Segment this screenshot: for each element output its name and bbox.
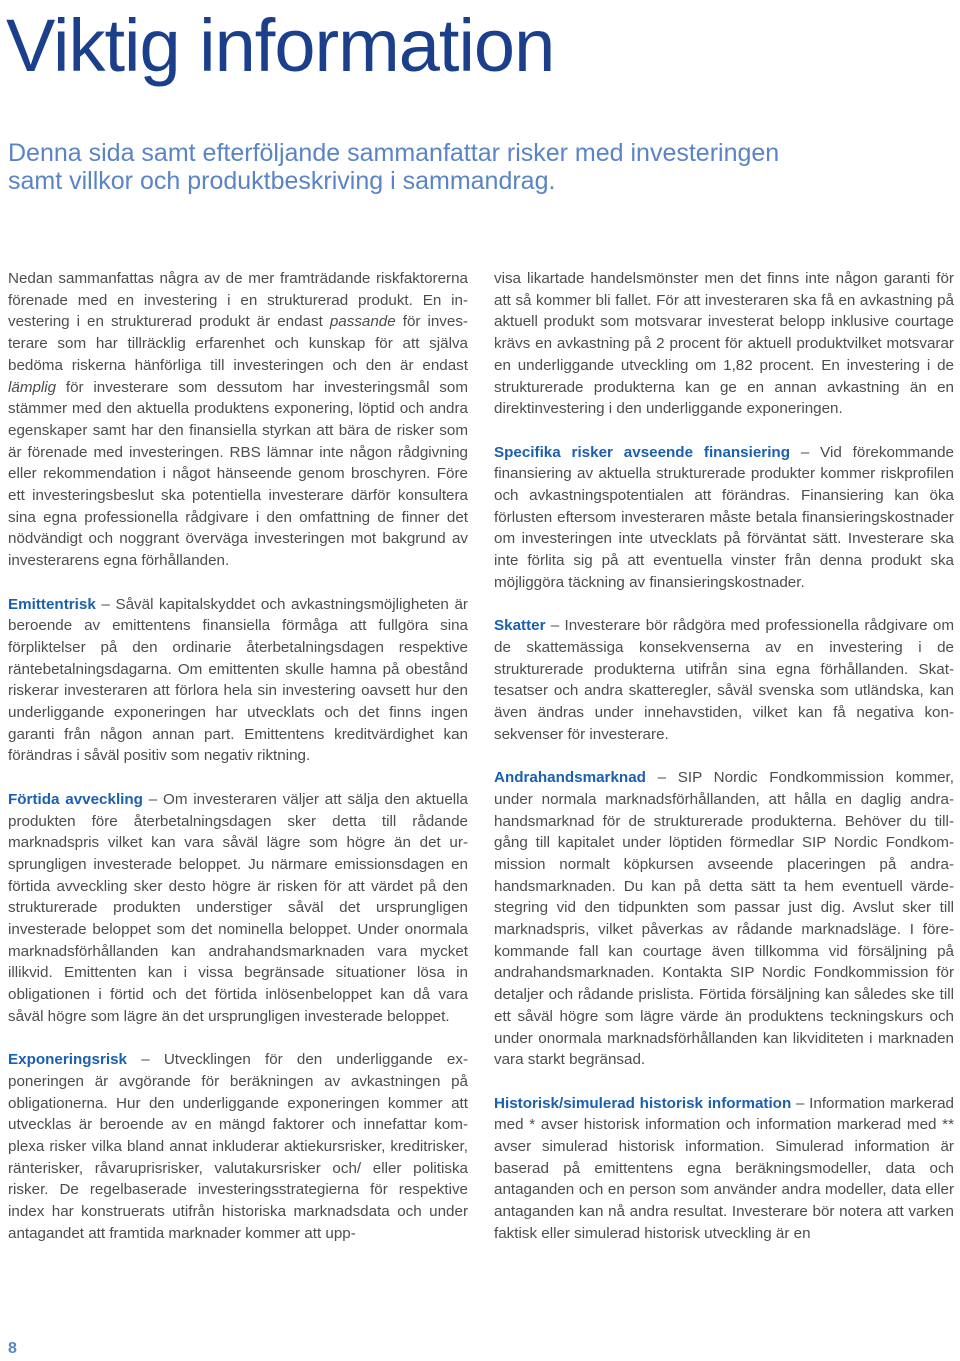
section-exponeringsrisk bbox=[8, 1049, 468, 1244]
text-skatter: – Investerare bör rådgöra med professionella rådgivare om de skattemässiga konsekvenserna av en investering i de strukturerade produkterna utifrån sina egna förhållanden. Skattesatser och andra skatteregler, såväl svenska som utländska, kan även ändras under innehavstiden, vilket kan få negativa konsekvenser för investerare. bbox=[494, 617, 954, 743]
heading-fortida-avveckling: Förtida avveckling bbox=[8, 790, 143, 808]
intro-paragraph-text-3: för investerare som dessutom har investeringsmål som stämmer med den aktuella produktens exponering, löptid och andra egenskaper samt har den finansiella styrkan att bära de risker som är förenade med investeringen. RBS lämnar inte någon rådgivning eller rekommendation i något hänseende genom broschyren. Före ett investeringsbeslut ska potentiella investerare därför konsultera sina egna professionella rådgivare i den omfattning de finner det nödvändigt och noggrant överväga investeringen mot bakgrund av investerarens egna förhållanden. bbox=[8, 378, 468, 570]
continued-paragraph-text: visa likartade handelsmönster men det finns inte någon garanti för att så kommer bli fallet. För att investeraren ska få en avkastning på aktuell produkt som motsvarar investerat belopp inklusive courtage krävs en avkastning på 2 procent för aktuell produktvilket motsvarar en underliggande utveckling om 1,82 procent. En investering i de strukturerade produkterna kan ge en annan avkastning än en direktinvestering i den underliggande exponeringen. bbox=[494, 270, 954, 418]
intro-paragraph-text-2: för investerare som har tillräcklig erfarenhet och kunskap för att själva bedöma riskerna hänförliga till investeringen och den är endast bbox=[8, 313, 468, 374]
intro-text bbox=[8, 139, 808, 195]
heading-skatter: Skatter bbox=[494, 617, 546, 635]
section-andrahandsmarknad bbox=[494, 767, 954, 1071]
page-title: Viktig information bbox=[6, 4, 555, 87]
page-number: 8 bbox=[8, 1340, 17, 1357]
intro-paragraph-italic-lamplig: lämplig bbox=[8, 378, 57, 396]
text-andrahandsmarknad: – SIP Nordic Fondkommission kommer, under normala marknadsförhållanden, att hålla en daglig andrahandsmarknad för de strukturerade produkterna. Behöver du tillgång till kapitalet under löptiden förmedlar SIP Nordic Fondkommission normalt köpkursen avseende placeringen på andrahandsmarknaden. Du kan på detta sätt ta hem eventuell värdestegring vid den tidpunkten som passar just dig. Avslut sker till marknadspris, vilket påverkas av rådande marknadsläge. I förekommande fall kan courtage även tillkomma vid försäljning på andrahandsmarknaden. Kontakta SIP Nordic Fondkommission för detaljer och rådande prislista. Förtida försäljning kan således ske till ett såväl högre som lägre värde än produktens teckningskurs och under onormala marknadsförhållanden kan likviditeten i marknaden vara starkt begränsad. bbox=[494, 769, 954, 1069]
section-skatter bbox=[494, 615, 954, 745]
continued-paragraph bbox=[494, 268, 954, 420]
section-fortida-avveckling bbox=[8, 789, 468, 1028]
section-historisk-information bbox=[494, 1093, 954, 1245]
heading-finansiering: Specifika risker avseende finansiering bbox=[494, 443, 790, 461]
intro-paragraph-italic-passande: passande bbox=[329, 313, 396, 331]
heading-andrahandsmarknad: Andrahandsmarknad bbox=[494, 769, 646, 787]
intro-line-1: Denna sida samt efterföljande sammanfattar risker med investeringen bbox=[8, 139, 780, 167]
intro-paragraph bbox=[8, 268, 468, 572]
intro-line-2: samt villkor och produktbeskriving i sammandrag. bbox=[8, 167, 556, 195]
heading-exponeringsrisk: Exponeringsrisk bbox=[8, 1051, 128, 1069]
text-emittentrisk: – Såväl kapitalskyddet och avkastningsmöjligheten är beroende av emittentens finansiella förmåga att fullgöra sina förpliktelser på den ordinarie återbetalningsdagen respektive räntebetalningsdagarna. Om emittenten skulle hamna på obestånd riskerar investeraren att förlora hela sin investering oavsett hur den underliggande exponeringen har utvecklats och det finns ingen garanti från någon annan part. Emittentens kreditvärdighet kan förändras i såväl positiv som negativ riktning. bbox=[8, 595, 468, 765]
text-fortida-avveckling: – Om investeraren väljer att sälja den aktuella produkten före återbetalningsdagen sker detta till rådande marknadspris vilket kan vara såväl lägre som högre än det ursprungligen investerade beloppet. Ju närmare emissionsdagen en förtida avveckling sker desto högre är risken för att värdet på den strukturerade produkten understiger såväl det ursprungligen investerade beloppet som det nominella beloppet. Under onormala marknadsförhållanden kan andrahandsmarknaden vara mycket illikvid. Emittenten kan i vissa begränsade situationer lösa in obligationen i förtid och det förtida inlösenbeloppet kan då vara såväl högre som lägre än det ursprungligen investerade beloppet. bbox=[8, 790, 468, 1025]
left-column bbox=[8, 268, 468, 1266]
section-finansiering bbox=[494, 442, 954, 594]
heading-historisk-information: Historisk/simulerad historisk information bbox=[494, 1094, 792, 1112]
text-exponeringsrisk: – Utvecklingen för den underliggande exponeringen är avgörande för beräkningen av avkastningen på obligationerna. Hur den underliggande exponeringen kommer att utvecklas är beroende av en mängd faktorer och innefattar komplexa risker vilka bland annat inkluderar aktiekursrisker, kreditrisker, ränterisker, råvaruprisrisker, valutakursrisker och/ eller politiska risker. De regelbaserade investeringsstrategierna för respektive index har konstruerats utifrån historiska marknadsdata och under antagandet att framtida marknader kommer att upp- bbox=[8, 1051, 468, 1242]
right-column bbox=[494, 268, 954, 1266]
section-emittentrisk bbox=[8, 594, 468, 768]
intro-paragraph-text-1: Nedan sammanfattas några av de mer framträdande riskfaktorerna förenade med en investering i en strukturerad produkt. En investering i en strukturerad produkt är endast bbox=[8, 270, 468, 331]
heading-emittentrisk: Emittentrisk bbox=[8, 595, 96, 613]
text-finansiering: – Vid förekommande finansiering av aktuella strukturerade produkter kommer riskprofilen och avkastningspotentialen att förändras. Finansiering kan öka förlusten eftersom investeraren måste betala finansieringskostnader om investeringen inte utvecklats på förväntat sätt. Investerare ska inte förlita sig på att eventuella vinster från denna produkt ska möjliggöra täckning av finansieringskostnader. bbox=[494, 443, 954, 591]
text-historisk-information: – Information markerad med * avser historisk information och information markerad med ** avser simulerad historisk information. Simulerad information är baserad på emittentens egna beräkningsmodeller, data och antaganden och en person som använder andra modeller, data eller antaganden kan nå andra resultat. Investerare bör notera att varken faktisk eller simulerad historisk utveckling är en bbox=[494, 1094, 954, 1242]
